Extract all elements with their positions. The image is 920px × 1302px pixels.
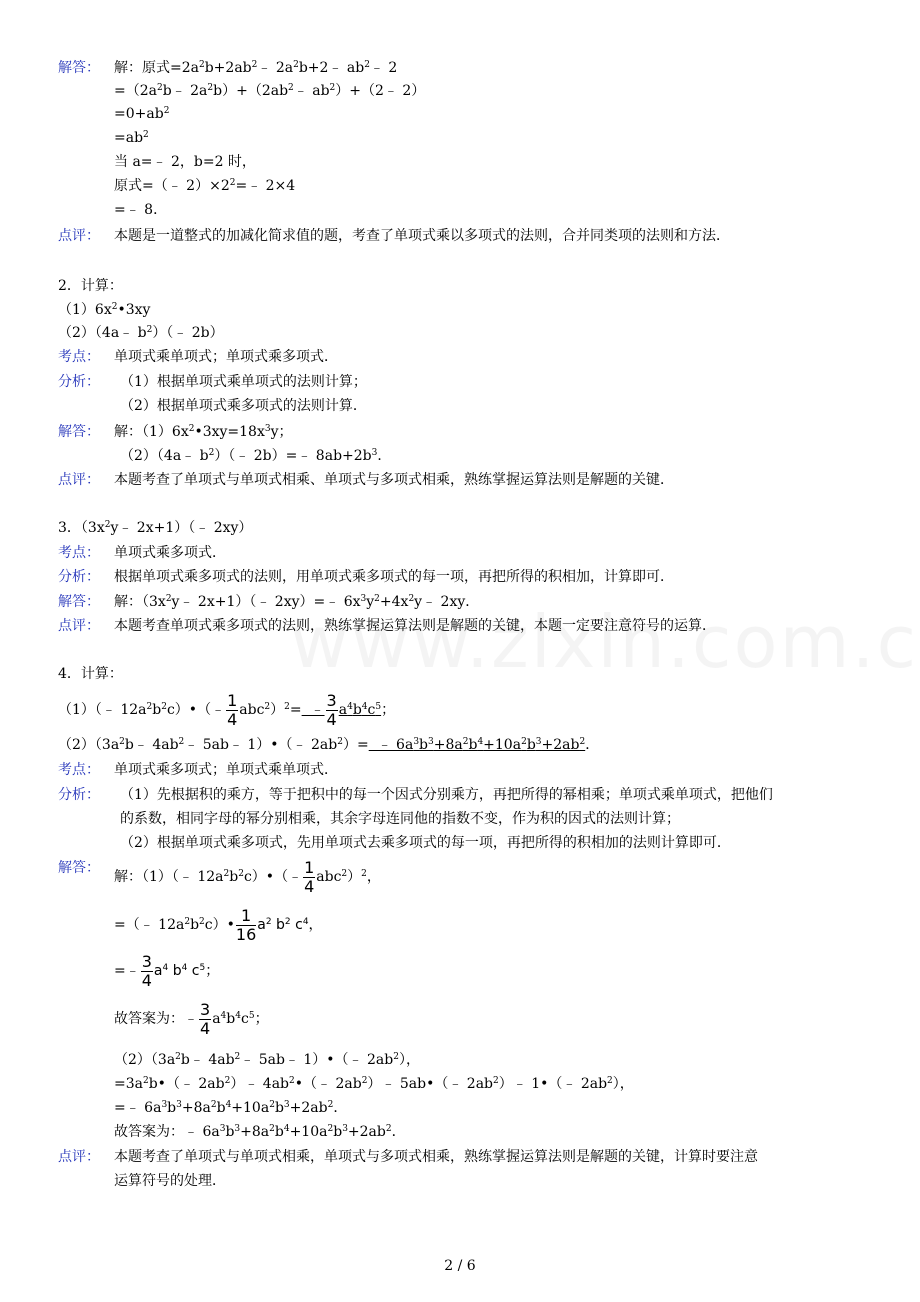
fraction: $\frac{3}{4}$ [141,951,152,990]
analysis-label: 分析： [58,787,100,803]
answer-line: $(2)(3a^2b﹣$ $4ab^2﹣$ 5ab﹣ 1）•（﹣ $2ab^2$）， [114,1052,420,1068]
comment-text: 本题是一道整式的加减化简求值的题，考查了单项式乘以多项式的法则，合并同类项的法则和方法． [114,228,730,244]
point-text: 单项式乘多项式． [114,545,226,561]
answer-line: =﹣ $6a^3b^3+8a^2b^4+10a^2b^3+2ab^2$． [114,1100,348,1116]
analysis-text: （2）根据单项式乘多项式的法则计算． [120,398,367,414]
point-label: 考点： [58,349,100,365]
answer-line: 当 a=﹣ 2，b=2 时， [114,154,256,170]
comment-label: 点评： [58,618,100,634]
comment-text: 本题考查单项式乘多项式的法则，熟练掌握运算法则是解题的关键，本题一定要注意符号的运算． [114,618,716,634]
question-part: （2）（4a﹣ $b^2)(﹣$ 2b） [58,325,224,341]
answer-line: 故答案为：﹣ $\frac{3}{4}$ $a^4b^4c^5$； [114,999,269,1038]
answer-label: 解答： [58,594,100,610]
comment-text: 本题考查了单项式与单项式相乘、单项式与多项式相乘，熟练掌握运算法则是解题的关键． [114,472,674,488]
answer-line: 原式=（﹣ $2)\times 2^2=﹣$ 2×4 [114,178,296,194]
question-title: 3．（$3x^2y﹣$ 2x+1）（﹣ 2xy） [58,520,253,536]
answer-line: （2）（4a﹣ $b^2)(﹣$ 2b）=﹣ $8ab+2b^3$． [120,448,392,464]
comment-label: 点评： [58,472,100,488]
analysis-text: 根据单项式乘多项式的法则，用单项式乘多项式的每一项，再把所得的积相加，计算即可． [114,569,674,585]
comment-text: 本题考查了单项式与单项式相乘，单项式与多项式相乘，熟练掌握运算法则是解题的关键，计算时要注意 [114,1149,758,1165]
answer-line: 解：原式$=2a^2b+2ab^2﹣$ $2a^2b+2﹣$ $ab^2﹣$ 2 [114,60,398,76]
answer-line: $=0+ab^2$ [114,106,170,122]
analysis-text: （1）根据单项式乘单项式的法则计算； [120,374,367,390]
fraction: $\frac{1}{4}$ [304,857,315,896]
question-title: 4．计算： [58,666,123,682]
question-part: $(2)(3a^2b﹣$ $4ab^2﹣$ 5ab﹣ 1）•（﹣ $2ab^2)=$ ﹣ $6a^3b^3+8a^2b^4+10a^2b^3+2ab^2$． [58,737,600,753]
fraction: $\frac{1}{4}$ [227,690,238,729]
point-text: 单项式乘多项式；单项式乘单项式． [114,762,338,778]
answer-label: 解答： [58,860,100,876]
answer-line: $=ab^2$ [114,130,149,146]
answer-line: $=(2a^2b﹣$ $2a^2b)+(2ab^2﹣$ $ab^2)+(2﹣$ 2） [114,83,426,99]
answer-label: 解答： [58,424,100,440]
question-title: 2．计算： [58,278,123,294]
comment-label: 点评： [58,228,100,244]
answer-line: $=3a^2b•(﹣$ $2ab^2)﹣$ $4ab^2•(﹣$ $2ab^2)﹣$ 5ab•（﹣ $2ab^2)﹣$ 1•（﹣ $2ab^2$）， [114,1076,634,1092]
fraction: $\frac{1}{16}$ [235,905,257,944]
answer-line: =﹣ $\frac{3}{4}$ $a^4$ $b^4$ $c^5$； [114,951,220,990]
analysis-label: 分析： [58,569,100,585]
analysis-text: （1）先根据积的乘方，等于把积中的每一个因式分别乘方，再把所得的幂相乘；单项式乘单项式，把他们 [120,787,773,803]
answer-line: 故答案为：﹣ $6a^3b^3+8a^2b^4+10a^2b^3+2ab^2$． [114,1124,406,1140]
analysis-text: 的系数，相同字母的幂分别相乘，其余字母连同他的指数不变，作为积的因式的法则计算； [120,811,680,827]
fraction: $\frac{3}{4}$ [326,690,337,729]
analysis-label: 分析： [58,374,100,390]
answer-line: =（﹣ $12a^2b^2c)•$ $\frac{1}{16}$ $a^2$ $b^2$ $c^4$， [114,905,323,944]
answer-line: =﹣ 8． [114,202,168,218]
answer-line: 解：$(1)6x^2•3xy=18x^3y$； [114,424,293,440]
analysis-text: （2）根据单项式乘多项式，先用单项式去乘多项式的每一项，再把所得的积相加的法则计算即可． [120,835,731,851]
comment-text: 运算符号的处理． [114,1173,226,1189]
page-number: 2 / 6 [444,1258,476,1274]
question-part: （1）（﹣ $12a^2b^2c)•(﹣$ $\frac{1}{4}$ abc$^2$）$^2$= ﹣ $\frac{3}{4}$ $a^4b^4c^5$； [58,690,396,729]
answer-line: 解：（$3x^2y﹣$ 2x+1）（﹣ 2xy）=﹣ $6x^3y^2+4x^2y﹣$ 2xy． [114,594,480,610]
watermark [290,600,920,684]
answer-line: 解：（1）（﹣ $12a^2b^2c)•(﹣$ $\frac{1}{4}$ abc$^2$）$^2$， [114,857,381,896]
answer-label: 解答： [58,60,100,76]
point-text: 单项式乘单项式；单项式乘多项式． [114,349,338,365]
fraction: $\frac{3}{4}$ [200,999,211,1038]
point-label: 考点： [58,762,100,778]
point-label: 考点： [58,545,100,561]
comment-label: 点评： [58,1149,100,1165]
question-part: $(1)6x^2•3xy$ [58,302,151,318]
